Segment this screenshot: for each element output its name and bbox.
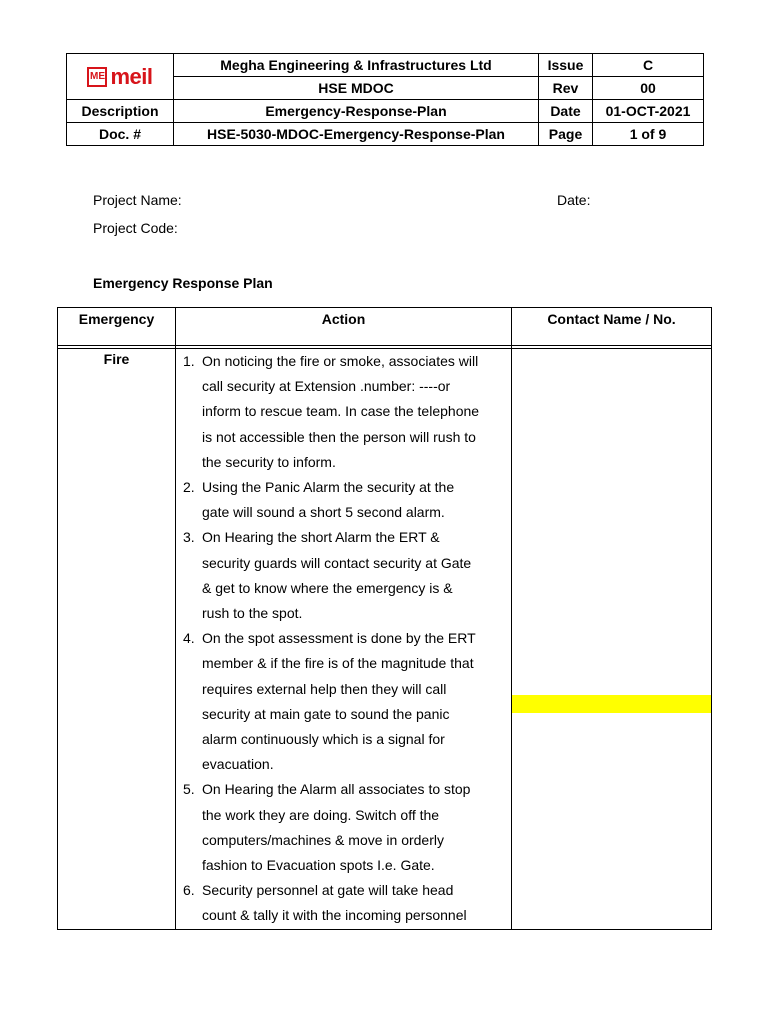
action-line	[183, 525, 508, 550]
action-cell	[176, 349, 512, 930]
action-line	[183, 349, 508, 374]
action-number	[183, 903, 202, 928]
action-number	[183, 702, 202, 727]
action-list	[176, 349, 511, 929]
action-line	[183, 576, 508, 601]
action-line	[183, 475, 508, 500]
header-contact: Contact Name / No.	[512, 308, 712, 346]
issue-label: Issue	[539, 54, 593, 77]
action-number: 1.	[183, 353, 195, 369]
action-text: On noticing the fire or smoke, associates will	[202, 353, 479, 369]
doc-number-label: Doc. #	[67, 123, 174, 146]
action-number	[183, 853, 202, 878]
company-logo	[87, 64, 152, 90]
action-number	[183, 576, 202, 601]
action-line	[183, 399, 508, 424]
action-text: alarm continuously which is a signal for	[202, 731, 445, 748]
action-number	[183, 651, 202, 676]
action-text: is not accessible then the person will rush to	[202, 428, 476, 445]
project-date-label: Date:	[557, 192, 591, 208]
logo-mark-icon: ME	[87, 67, 107, 87]
header-emergency: Emergency	[58, 308, 176, 346]
date-label: Date	[539, 100, 593, 123]
emergency-type: Fire	[58, 349, 176, 930]
action-line	[183, 752, 508, 777]
action-text: count & tally it with the incoming personnel	[202, 907, 467, 924]
header-action: Action	[176, 308, 512, 346]
rev-label: Rev	[539, 77, 593, 100]
action-text: requires external help then they will call	[202, 680, 447, 697]
action-line	[183, 500, 508, 525]
action-number	[183, 450, 202, 475]
action-number	[183, 752, 202, 777]
action-text: & get to know where the emergency is &	[202, 579, 453, 596]
action-number	[183, 374, 202, 399]
description-value: Emergency-Response-Plan	[174, 100, 539, 123]
action-text: On Hearing the Alarm all associates to stop	[202, 781, 471, 798]
action-number	[183, 677, 202, 702]
action-line	[183, 677, 508, 702]
issue-value: C	[593, 54, 704, 77]
page-value: 1 of 9	[593, 123, 704, 146]
action-text: member & if the fire is of the magnitude that	[202, 655, 474, 672]
action-text: computers/machines & move in orderly	[202, 831, 444, 848]
table-header-row	[58, 308, 712, 346]
table-row	[58, 349, 712, 930]
action-number: 5.	[183, 781, 195, 798]
action-text: On Hearing the short Alarm the ERT &	[202, 529, 440, 546]
action-line	[183, 551, 508, 576]
action-line	[183, 626, 508, 651]
action-line	[183, 878, 508, 903]
action-number: 6.	[183, 882, 195, 899]
action-text: On the spot assessment is done by the ERT	[202, 630, 476, 647]
page-label: Page	[539, 123, 593, 146]
action-number	[183, 727, 202, 752]
action-line	[183, 777, 508, 802]
action-line	[183, 702, 508, 727]
logo-cell	[67, 54, 174, 100]
action-line	[183, 903, 508, 928]
doc-number-value: HSE-5030-MDOC-Emergency-Response-Plan	[174, 123, 539, 146]
action-line	[183, 374, 508, 399]
rev-value: 00	[593, 77, 704, 100]
action-number	[183, 425, 202, 450]
action-text: inform to rescue team. In case the telephone	[202, 403, 480, 420]
project-name-label: Project Name:	[93, 192, 182, 208]
action-number: 4.	[183, 630, 195, 647]
action-line	[183, 425, 508, 450]
action-text: evacuation.	[202, 756, 274, 773]
action-number: 3.	[183, 529, 195, 546]
action-number	[183, 399, 202, 424]
section-title: Emergency Response Plan	[93, 275, 273, 291]
action-line	[183, 853, 508, 878]
action-number	[183, 500, 202, 525]
emergency-response-table	[57, 307, 712, 930]
action-text: Security personnel at gate will take head	[202, 882, 454, 899]
action-line	[183, 727, 508, 752]
action-text: security at main gate to sound the panic	[202, 705, 450, 722]
action-text: rush to the spot.	[202, 605, 303, 622]
contact-highlight	[512, 695, 711, 713]
logo-text: meil	[110, 63, 153, 89]
action-text: call security at Extension .number: ----or	[202, 378, 451, 395]
date-value: 01-OCT-2021	[593, 100, 704, 123]
department-name: HSE MDOC	[174, 77, 539, 100]
description-label: Description	[67, 100, 174, 123]
project-code-label: Project Code:	[93, 220, 178, 236]
action-text: gate will sound a short 5 second alarm.	[202, 504, 445, 521]
action-line	[183, 651, 508, 676]
action-line	[183, 601, 508, 626]
action-text: Using the Panic Alarm the security at the	[202, 479, 455, 496]
action-number	[183, 828, 202, 853]
action-number	[183, 601, 202, 626]
action-line	[183, 803, 508, 828]
action-number	[183, 551, 202, 576]
company-name: Megha Engineering & Infrastructures Ltd	[174, 54, 539, 77]
action-text: security guards will contact security at Gate	[202, 554, 472, 571]
contact-cell	[512, 349, 712, 930]
document-header-table	[66, 53, 704, 146]
action-line	[183, 828, 508, 853]
action-line	[183, 450, 508, 475]
action-number	[183, 803, 202, 828]
action-text: the security to inform.	[202, 453, 336, 470]
action-text: fashion to Evacuation spots I.e. Gate.	[202, 857, 435, 874]
action-text: the work they are doing. Switch off the	[202, 806, 440, 823]
action-number: 2.	[183, 479, 195, 496]
